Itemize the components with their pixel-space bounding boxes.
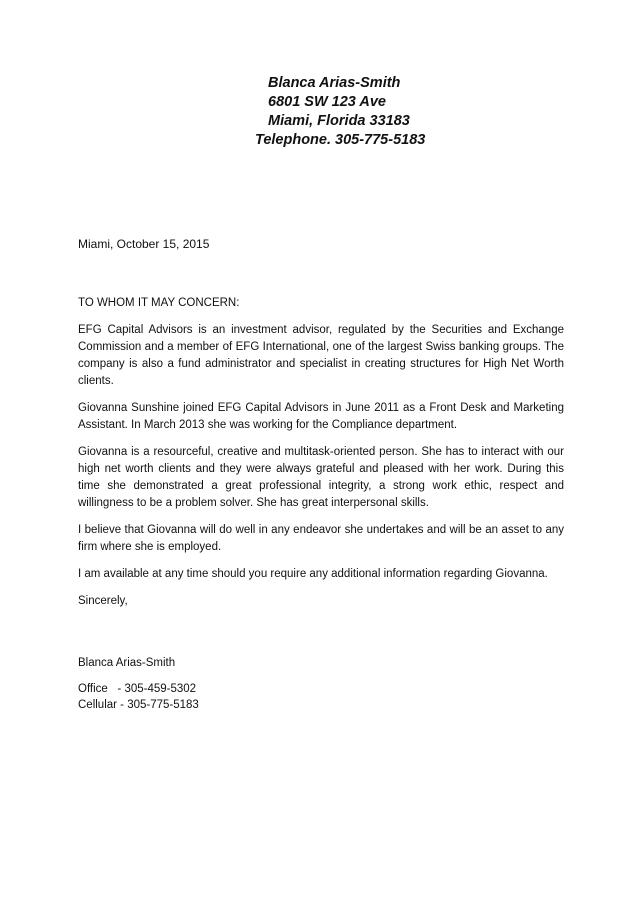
signer-name: Blanca Arias-Smith [78, 657, 176, 669]
sender-address-line1: 6801 SW 123 Ave [268, 94, 386, 110]
cellular-phone: Cellular - 305-775-5183 [78, 699, 199, 711]
salutation: TO WHOM IT MAY CONCERN: [78, 297, 240, 309]
sender-address-line2: Miami, Florida 33183 [268, 113, 410, 129]
closing: Sincerely, [78, 595, 128, 607]
paragraph-qualities: Giovanna is a resourceful, creative and multitask-oriented person. She has to interact with our high net worth clients and they were always grateful and pleased with her work. During this time she demonstrated a great professional integrity, a strong work ethic, respect and willingness to be a problem solver. She has great interpersonal skills. [78, 446, 564, 509]
sender-telephone: Telephone. 305-775-5183 [255, 132, 426, 148]
letter-date: Miami, October 15, 2015 [78, 237, 210, 251]
sender-name: Blanca Arias-Smith [268, 75, 401, 91]
paragraph-recommendation: I believe that Giovanna will do well in any endeavor she undertakes and will be an asset to any firm where she is employed. [78, 524, 564, 553]
letterhead [0, 74, 638, 150]
signer-contacts [78, 681, 199, 713]
office-phone: Office - 305-459-5302 [78, 683, 197, 695]
paragraph-availability: I am available at any time should you require any additional information regarding Giovanna. [78, 568, 548, 580]
paragraph-employment: Giovanna Sunshine joined EFG Capital Advisors in June 2011 as a Front Desk and Marketing Assistant. In March 2013 she was working for the Compliance department. [78, 402, 564, 431]
letter-body [78, 295, 564, 620]
paragraph-company: EFG Capital Advisors is an investment advisor, regulated by the Securities and Exchange Commission and a member of EFG International, one of the largest Swiss banking groups. The company is also a fund administrator and specialist in creating structures for High Net Worth clients. [78, 324, 564, 387]
